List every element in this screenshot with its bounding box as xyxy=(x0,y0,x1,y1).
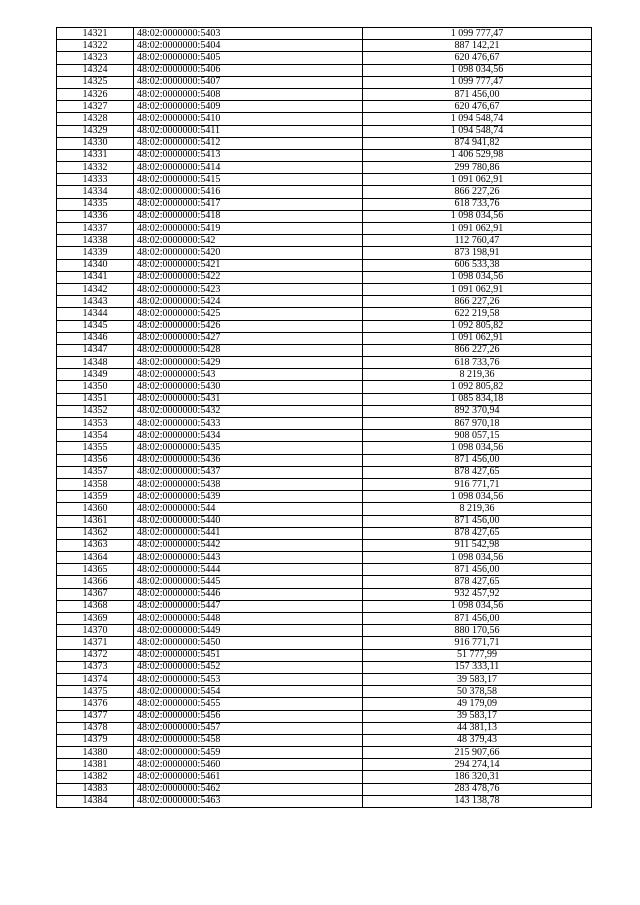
row-number-cell: 14374 xyxy=(57,673,134,685)
cadastral-value-cell: 871 456,00 xyxy=(363,613,592,625)
cadastral-number-cell: 48:02:0000000:5403 xyxy=(134,28,363,40)
table-row xyxy=(57,381,592,393)
cadastral-value-cell: 143 138,78 xyxy=(363,795,592,807)
cadastral-number-cell: 48:02:0000000:5425 xyxy=(134,308,363,320)
table-row xyxy=(57,686,592,698)
cadastral-value-cell: 1 091 062,91 xyxy=(363,332,592,344)
cadastral-number-cell: 48:02:0000000:5407 xyxy=(134,76,363,88)
cadastral-value-cell: 1 098 034,56 xyxy=(363,64,592,76)
cadastral-value-cell: 1 098 034,56 xyxy=(363,552,592,564)
table-row xyxy=(57,308,592,320)
cadastral-value-cell: 1 085 834,18 xyxy=(363,393,592,405)
cadastral-number-cell: 48:02:0000000:5418 xyxy=(134,210,363,222)
row-number-cell: 14330 xyxy=(57,137,134,149)
row-number-cell: 14359 xyxy=(57,491,134,503)
cadastral-value-cell: 1 099 777,47 xyxy=(363,28,592,40)
cadastral-value-cell: 1 092 805,82 xyxy=(363,381,592,393)
cadastral-number-cell: 48:02:0000000:5410 xyxy=(134,113,363,125)
table-row xyxy=(57,625,592,637)
row-number-cell: 14382 xyxy=(57,771,134,783)
row-number-cell: 14384 xyxy=(57,795,134,807)
table-row xyxy=(57,198,592,210)
table-row xyxy=(57,210,592,222)
cadastral-number-cell: 48:02:0000000:5414 xyxy=(134,162,363,174)
cadastral-number-cell: 48:02:0000000:5445 xyxy=(134,576,363,588)
table-row xyxy=(57,405,592,417)
cadastral-number-cell: 48:02:0000000:5453 xyxy=(134,673,363,685)
row-number-cell: 14366 xyxy=(57,576,134,588)
row-number-cell: 14352 xyxy=(57,405,134,417)
cadastral-value-cell: 880 170,56 xyxy=(363,625,592,637)
row-number-cell: 14372 xyxy=(57,649,134,661)
cadastral-value-cell: 1 094 548,74 xyxy=(363,125,592,137)
row-number-cell: 14363 xyxy=(57,539,134,551)
cadastral-number-cell: 48:02:0000000:5423 xyxy=(134,283,363,295)
row-number-cell: 14348 xyxy=(57,357,134,369)
table-row xyxy=(57,76,592,88)
row-number-cell: 14346 xyxy=(57,332,134,344)
table-row xyxy=(57,722,592,734)
cadastral-value-cell: 874 941,82 xyxy=(363,137,592,149)
cadastral-number-cell: 48:02:0000000:5422 xyxy=(134,271,363,283)
cadastral-value-cell: 878 427,65 xyxy=(363,527,592,539)
cadastral-number-cell: 48:02:0000000:5446 xyxy=(134,588,363,600)
cadastral-value-cell: 1 098 034,56 xyxy=(363,271,592,283)
table-row xyxy=(57,393,592,405)
cadastral-value-cell: 215 907,66 xyxy=(363,747,592,759)
cadastral-number-cell: 48:02:0000000:5417 xyxy=(134,198,363,210)
table-row xyxy=(57,588,592,600)
row-number-cell: 14323 xyxy=(57,52,134,64)
cadastral-value-cell: 1 092 805,82 xyxy=(363,320,592,332)
cadastral-number-cell: 48:02:0000000:5456 xyxy=(134,710,363,722)
table-row xyxy=(57,564,592,576)
cadastral-number-cell: 48:02:0000000:5432 xyxy=(134,405,363,417)
row-number-cell: 14329 xyxy=(57,125,134,137)
cadastral-value-cell: 39 583,17 xyxy=(363,710,592,722)
cadastral-number-cell: 48:02:0000000:543 xyxy=(134,369,363,381)
row-number-cell: 14351 xyxy=(57,393,134,405)
table-row xyxy=(57,28,592,40)
cadastral-number-cell: 48:02:0000000:5413 xyxy=(134,149,363,161)
cadastral-value-cell: 1 098 034,56 xyxy=(363,600,592,612)
cadastral-number-cell: 48:02:0000000:5427 xyxy=(134,332,363,344)
table-row xyxy=(57,783,592,795)
cadastral-number-cell: 48:02:0000000:5449 xyxy=(134,625,363,637)
row-number-cell: 14335 xyxy=(57,198,134,210)
table-row xyxy=(57,357,592,369)
row-number-cell: 14358 xyxy=(57,478,134,490)
row-number-cell: 14360 xyxy=(57,503,134,515)
cadastral-number-cell: 48:02:0000000:5404 xyxy=(134,40,363,52)
cadastral-value-cell: 157 333,11 xyxy=(363,661,592,673)
row-number-cell: 14328 xyxy=(57,113,134,125)
table-row xyxy=(57,247,592,259)
row-number-cell: 14377 xyxy=(57,710,134,722)
cadastral-number-cell: 48:02:0000000:5411 xyxy=(134,125,363,137)
row-number-cell: 14353 xyxy=(57,418,134,430)
table-row xyxy=(57,673,592,685)
cadastral-value-cell: 1 091 062,91 xyxy=(363,223,592,235)
table-row xyxy=(57,527,592,539)
cadastral-value-cell: 1 098 034,56 xyxy=(363,491,592,503)
table-row xyxy=(57,64,592,76)
cadastral-number-cell: 48:02:0000000:544 xyxy=(134,503,363,515)
table-row xyxy=(57,442,592,454)
table-row xyxy=(57,369,592,381)
cadastral-value-cell: 1 098 034,56 xyxy=(363,210,592,222)
cadastral-value-cell: 1 099 777,47 xyxy=(363,76,592,88)
table-row xyxy=(57,271,592,283)
row-number-cell: 14350 xyxy=(57,381,134,393)
cadastral-value-cell: 48 379,43 xyxy=(363,734,592,746)
row-number-cell: 14375 xyxy=(57,686,134,698)
cadastral-number-cell: 48:02:0000000:5458 xyxy=(134,734,363,746)
row-number-cell: 14341 xyxy=(57,271,134,283)
cadastral-value-cell: 1 098 034,56 xyxy=(363,442,592,454)
cadastral-number-cell: 48:02:0000000:5460 xyxy=(134,759,363,771)
table-row xyxy=(57,125,592,137)
row-number-cell: 14339 xyxy=(57,247,134,259)
cadastral-value-cell: 112 760,47 xyxy=(363,235,592,247)
cadastral-value-cell: 283 478,76 xyxy=(363,783,592,795)
cadastral-number-cell: 48:02:0000000:5421 xyxy=(134,259,363,271)
row-number-cell: 14362 xyxy=(57,527,134,539)
cadastral-number-cell: 48:02:0000000:5447 xyxy=(134,600,363,612)
cadastral-value-cell: 1 406 529,98 xyxy=(363,149,592,161)
table-row xyxy=(57,698,592,710)
row-number-cell: 14321 xyxy=(57,28,134,40)
cadastral-number-cell: 48:02:0000000:5455 xyxy=(134,698,363,710)
table-row xyxy=(57,283,592,295)
cadastral-number-cell: 48:02:0000000:5405 xyxy=(134,52,363,64)
cadastral-value-cell: 299 780,86 xyxy=(363,162,592,174)
cadastral-value-cell: 916 771,71 xyxy=(363,478,592,490)
row-number-cell: 14356 xyxy=(57,454,134,466)
cadastral-value-cell: 932 457,92 xyxy=(363,588,592,600)
cadastral-number-cell: 48:02:0000000:5409 xyxy=(134,101,363,113)
row-number-cell: 14376 xyxy=(57,698,134,710)
cadastral-number-cell: 48:02:0000000:5429 xyxy=(134,357,363,369)
row-number-cell: 14370 xyxy=(57,625,134,637)
cadastral-value-cell: 186 320,31 xyxy=(363,771,592,783)
cadastral-value-cell: 294 274,14 xyxy=(363,759,592,771)
cadastral-number-cell: 48:02:0000000:542 xyxy=(134,235,363,247)
row-number-cell: 14380 xyxy=(57,747,134,759)
cadastral-number-cell: 48:02:0000000:5426 xyxy=(134,320,363,332)
cadastral-value-cell: 1 091 062,91 xyxy=(363,283,592,295)
cadastral-number-cell: 48:02:0000000:5436 xyxy=(134,454,363,466)
cadastral-value-cell: 606 533,38 xyxy=(363,259,592,271)
cadastral-value-cell: 873 198,91 xyxy=(363,247,592,259)
cadastral-value-cell: 49 179,09 xyxy=(363,698,592,710)
cadastral-number-cell: 48:02:0000000:5442 xyxy=(134,539,363,551)
cadastral-value-cell: 892 370,94 xyxy=(363,405,592,417)
row-number-cell: 14332 xyxy=(57,162,134,174)
cadastral-number-cell: 48:02:0000000:5448 xyxy=(134,613,363,625)
cadastral-value-cell: 618 733,76 xyxy=(363,198,592,210)
cadastral-value-cell: 871 456,00 xyxy=(363,88,592,100)
table-row xyxy=(57,40,592,52)
table-row xyxy=(57,710,592,722)
row-number-cell: 14345 xyxy=(57,320,134,332)
table-row xyxy=(57,88,592,100)
cadastral-value-cell: 916 771,71 xyxy=(363,637,592,649)
row-number-cell: 14326 xyxy=(57,88,134,100)
cadastral-number-cell: 48:02:0000000:5441 xyxy=(134,527,363,539)
table-row xyxy=(57,174,592,186)
row-number-cell: 14365 xyxy=(57,564,134,576)
table-body xyxy=(57,28,592,808)
table-row xyxy=(57,332,592,344)
table-row xyxy=(57,466,592,478)
cadastral-value-cell: 8 219,36 xyxy=(363,369,592,381)
cadastral-value-cell: 620 476,67 xyxy=(363,101,592,113)
cadastral-number-cell: 48:02:0000000:5408 xyxy=(134,88,363,100)
cadastral-value-cell: 44 381,13 xyxy=(363,722,592,734)
table-row xyxy=(57,661,592,673)
row-number-cell: 14378 xyxy=(57,722,134,734)
table-row xyxy=(57,515,592,527)
row-number-cell: 14371 xyxy=(57,637,134,649)
row-number-cell: 14355 xyxy=(57,442,134,454)
cadastral-number-cell: 48:02:0000000:5412 xyxy=(134,137,363,149)
cadastral-value-cell: 622 219,58 xyxy=(363,308,592,320)
table-row xyxy=(57,454,592,466)
cadastral-value-cell: 867 970,18 xyxy=(363,418,592,430)
cadastral-number-cell: 48:02:0000000:5419 xyxy=(134,223,363,235)
row-number-cell: 14322 xyxy=(57,40,134,52)
row-number-cell: 14344 xyxy=(57,308,134,320)
cadastral-number-cell: 48:02:0000000:5463 xyxy=(134,795,363,807)
cadastral-number-cell: 48:02:0000000:5459 xyxy=(134,747,363,759)
cadastral-number-cell: 48:02:0000000:5435 xyxy=(134,442,363,454)
cadastral-number-cell: 48:02:0000000:5439 xyxy=(134,491,363,503)
row-number-cell: 14333 xyxy=(57,174,134,186)
row-number-cell: 14369 xyxy=(57,613,134,625)
cadastral-number-cell: 48:02:0000000:5416 xyxy=(134,186,363,198)
row-number-cell: 14349 xyxy=(57,369,134,381)
cadastral-number-cell: 48:02:0000000:5444 xyxy=(134,564,363,576)
row-number-cell: 14361 xyxy=(57,515,134,527)
table-row xyxy=(57,52,592,64)
cadastral-number-cell: 48:02:0000000:5433 xyxy=(134,418,363,430)
table-row xyxy=(57,149,592,161)
row-number-cell: 14354 xyxy=(57,430,134,442)
cadastral-number-cell: 48:02:0000000:5430 xyxy=(134,381,363,393)
table-row xyxy=(57,576,592,588)
table-row xyxy=(57,320,592,332)
row-number-cell: 14383 xyxy=(57,783,134,795)
cadastral-number-cell: 48:02:0000000:5415 xyxy=(134,174,363,186)
table-row xyxy=(57,223,592,235)
cadastral-number-cell: 48:02:0000000:5450 xyxy=(134,637,363,649)
cadastral-number-cell: 48:02:0000000:5420 xyxy=(134,247,363,259)
cadastral-value-cell: 866 227,26 xyxy=(363,344,592,356)
row-number-cell: 14368 xyxy=(57,600,134,612)
table-row xyxy=(57,101,592,113)
cadastral-number-cell: 48:02:0000000:5428 xyxy=(134,344,363,356)
row-number-cell: 14337 xyxy=(57,223,134,235)
cadastral-number-cell: 48:02:0000000:5424 xyxy=(134,296,363,308)
cadastral-value-cell: 887 142,21 xyxy=(363,40,592,52)
row-number-cell: 14324 xyxy=(57,64,134,76)
table-row xyxy=(57,734,592,746)
table-row xyxy=(57,296,592,308)
table-row xyxy=(57,478,592,490)
table-row xyxy=(57,552,592,564)
table-row xyxy=(57,600,592,612)
cadastral-value-cell: 878 427,65 xyxy=(363,576,592,588)
row-number-cell: 14379 xyxy=(57,734,134,746)
cadastral-number-cell: 48:02:0000000:5462 xyxy=(134,783,363,795)
row-number-cell: 14364 xyxy=(57,552,134,564)
row-number-cell: 14327 xyxy=(57,101,134,113)
table-row xyxy=(57,613,592,625)
cadastral-value-cell: 878 427,65 xyxy=(363,466,592,478)
cadastral-value-table xyxy=(56,27,592,808)
table-row xyxy=(57,491,592,503)
table-row xyxy=(57,259,592,271)
cadastral-value-cell: 51 777,99 xyxy=(363,649,592,661)
cadastral-number-cell: 48:02:0000000:5451 xyxy=(134,649,363,661)
table-row xyxy=(57,113,592,125)
cadastral-number-cell: 48:02:0000000:5438 xyxy=(134,478,363,490)
cadastral-value-cell: 866 227,26 xyxy=(363,296,592,308)
table-row xyxy=(57,759,592,771)
row-number-cell: 14357 xyxy=(57,466,134,478)
table-row xyxy=(57,771,592,783)
row-number-cell: 14338 xyxy=(57,235,134,247)
cadastral-value-cell: 871 456,00 xyxy=(363,454,592,466)
cadastral-number-cell: 48:02:0000000:5406 xyxy=(134,64,363,76)
cadastral-value-cell: 39 583,17 xyxy=(363,673,592,685)
cadastral-number-cell: 48:02:0000000:5431 xyxy=(134,393,363,405)
table-row xyxy=(57,503,592,515)
cadastral-value-cell: 871 456,00 xyxy=(363,515,592,527)
cadastral-value-cell: 908 057,15 xyxy=(363,430,592,442)
cadastral-number-cell: 48:02:0000000:5454 xyxy=(134,686,363,698)
cadastral-number-cell: 48:02:0000000:5437 xyxy=(134,466,363,478)
row-number-cell: 14367 xyxy=(57,588,134,600)
row-number-cell: 14347 xyxy=(57,344,134,356)
row-number-cell: 14373 xyxy=(57,661,134,673)
cadastral-value-cell: 1 094 548,74 xyxy=(363,113,592,125)
row-number-cell: 14336 xyxy=(57,210,134,222)
row-number-cell: 14343 xyxy=(57,296,134,308)
row-number-cell: 14342 xyxy=(57,283,134,295)
table-row xyxy=(57,649,592,661)
cadastral-value-cell: 866 227,26 xyxy=(363,186,592,198)
table-row xyxy=(57,235,592,247)
cadastral-value-cell: 618 733,76 xyxy=(363,357,592,369)
table-row xyxy=(57,430,592,442)
cadastral-number-cell: 48:02:0000000:5443 xyxy=(134,552,363,564)
cadastral-value-cell: 50 378,58 xyxy=(363,686,592,698)
table-row xyxy=(57,539,592,551)
table-row xyxy=(57,795,592,807)
table-row xyxy=(57,637,592,649)
cadastral-value-cell: 871 456,00 xyxy=(363,564,592,576)
row-number-cell: 14340 xyxy=(57,259,134,271)
row-number-cell: 14334 xyxy=(57,186,134,198)
table-row xyxy=(57,186,592,198)
cadastral-number-cell: 48:02:0000000:5434 xyxy=(134,430,363,442)
cadastral-value-cell: 620 476,67 xyxy=(363,52,592,64)
cadastral-value-cell: 8 219,36 xyxy=(363,503,592,515)
row-number-cell: 14331 xyxy=(57,149,134,161)
table-row xyxy=(57,418,592,430)
table-row xyxy=(57,344,592,356)
cadastral-number-cell: 48:02:0000000:5452 xyxy=(134,661,363,673)
row-number-cell: 14381 xyxy=(57,759,134,771)
cadastral-number-cell: 48:02:0000000:5440 xyxy=(134,515,363,527)
cadastral-value-cell: 911 542,98 xyxy=(363,539,592,551)
cadastral-number-cell: 48:02:0000000:5457 xyxy=(134,722,363,734)
cadastral-number-cell: 48:02:0000000:5461 xyxy=(134,771,363,783)
table-row xyxy=(57,137,592,149)
table-row xyxy=(57,162,592,174)
cadastral-value-cell: 1 091 062,91 xyxy=(363,174,592,186)
table-row xyxy=(57,747,592,759)
row-number-cell: 14325 xyxy=(57,76,134,88)
